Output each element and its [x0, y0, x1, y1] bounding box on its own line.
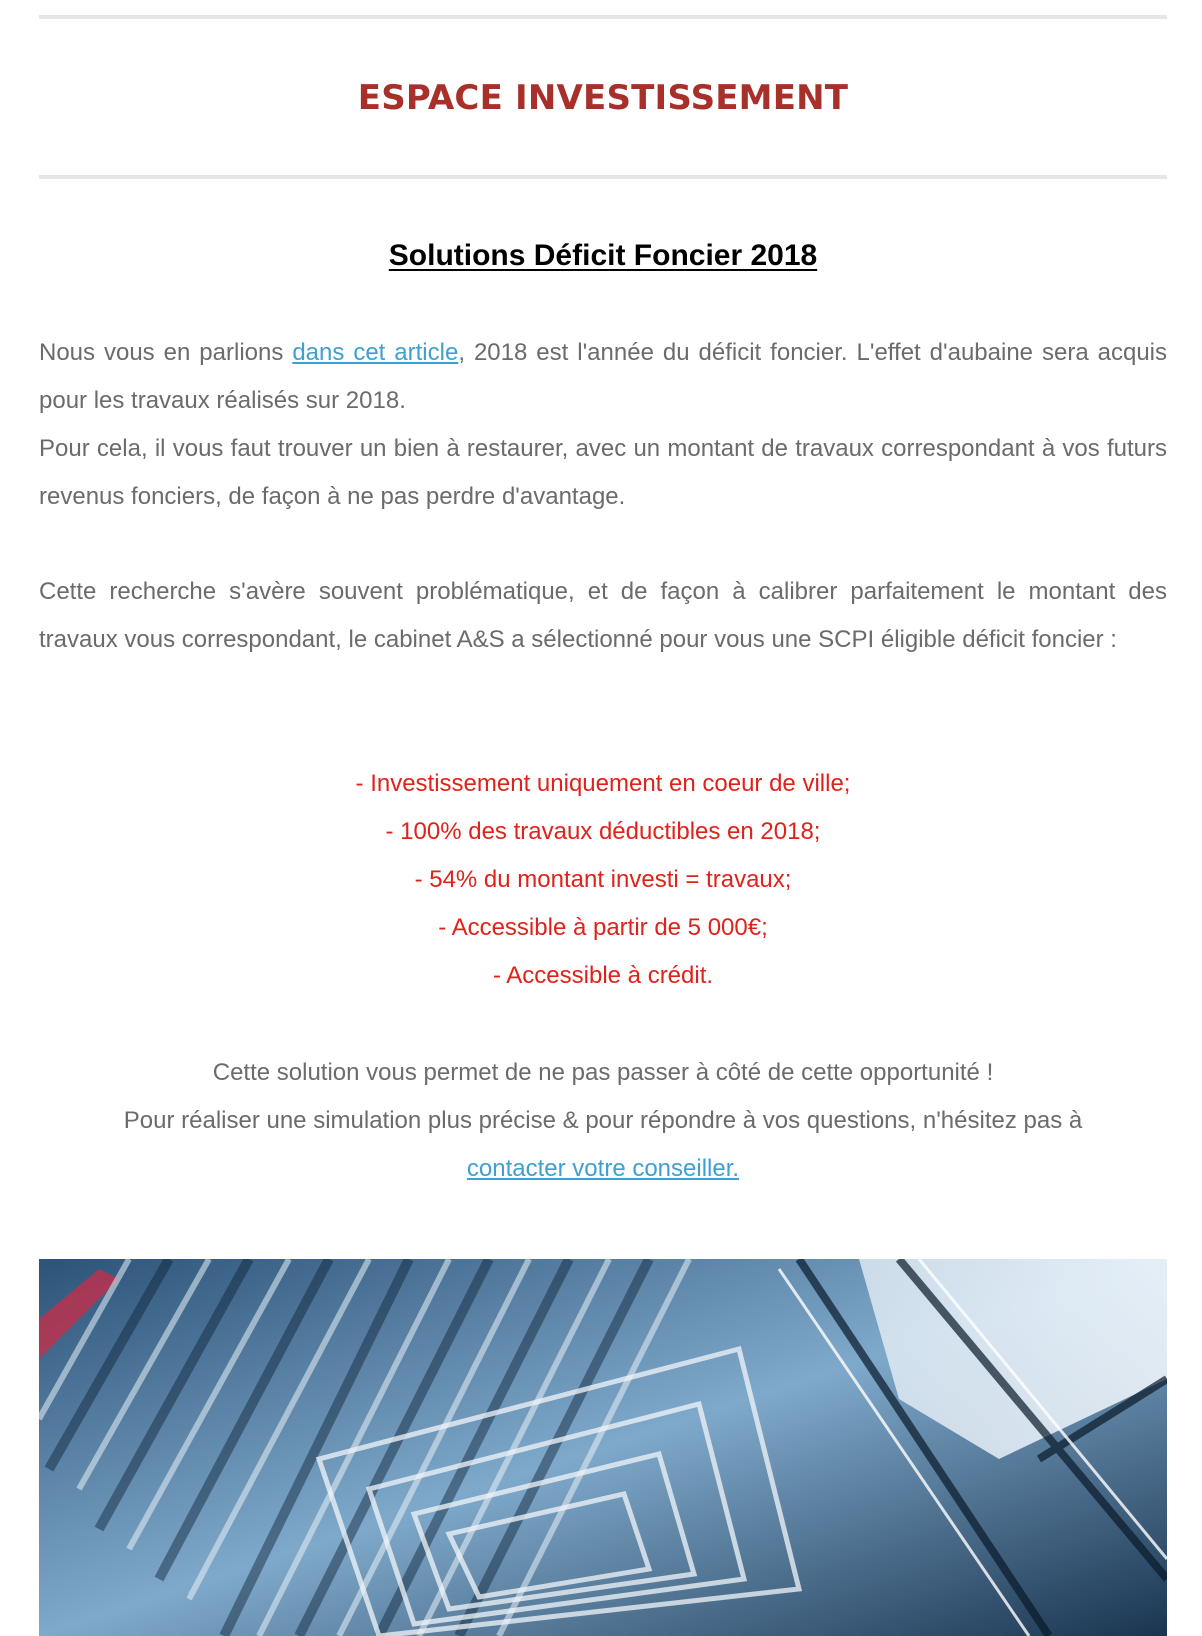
features-list — [39, 760, 1167, 1000]
section-title: ESPACE INVESTISSEMENT — [357, 78, 849, 118]
intro-paragraph — [39, 329, 1167, 521]
feature-item: - 54% du montant investi = travaux; — [414, 866, 792, 893]
article-title: Solutions Déficit Foncier 2018 — [388, 239, 818, 272]
intro-second-line: Pour cela, il vous faut trouver un bien à restaurer, avec un montant de travaux correspondant à vos futurs revenus fonciers, de façon à ne pas perdre d'avantage. — [39, 435, 1167, 510]
feature-item: - Investissement uniquement en coeur de ville; — [355, 770, 851, 797]
bottom-divider — [39, 175, 1167, 179]
article-link[interactable]: dans cet article — [292, 339, 459, 366]
contact-advisor-link[interactable]: contacter votre conseiller. — [466, 1155, 740, 1182]
feature-item: - Accessible à partir de 5 000€; — [438, 914, 768, 941]
feature-item: - 100% des travaux déductibles en 2018; — [385, 818, 821, 845]
intro-text-before-link: Nous vous en parlions — [39, 339, 293, 366]
top-divider — [39, 15, 1167, 19]
search-paragraph: Cette recherche s'avère souvent problématique, et de façon à calibrer parfaitement le montant des travaux vous correspondant, le cabinet A&S a sélectionné pour vous une SCPI éligible déficit foncier : — [39, 578, 1167, 653]
feature-item: - Accessible à crédit. — [492, 962, 714, 989]
staircase-illustration — [39, 1259, 1167, 1636]
closing-line-1: Cette solution vous permet de ne pas passer à côté de cette opportunité ! — [212, 1059, 994, 1086]
closing-paragraph — [39, 1049, 1167, 1193]
staircase-photo — [39, 1259, 1167, 1636]
intro-text-after-link: , 2018 est l'année du déficit foncier. L'effet d'aubaine sera acquis pour les travaux réalisés sur 2018. — [39, 339, 1168, 414]
closing-line-2: Pour réaliser une simulation plus précise & pour répondre à vos questions, n'hésitez pas à — [123, 1107, 1083, 1134]
